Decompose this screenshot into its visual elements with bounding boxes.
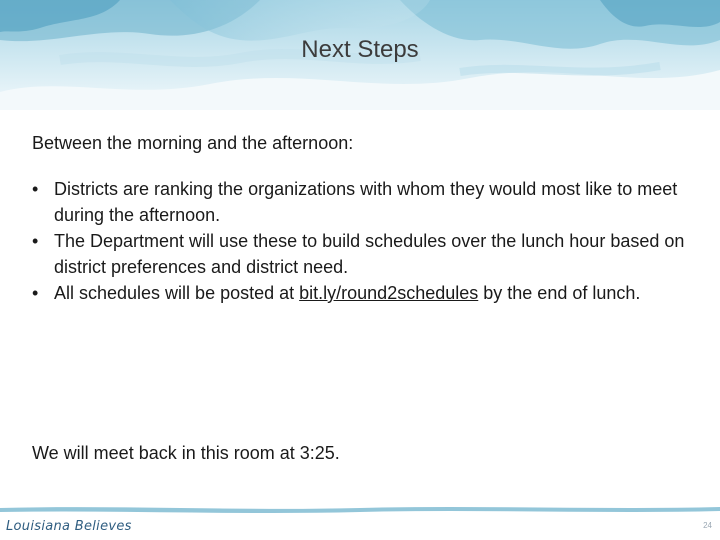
slide-title: Next Steps	[301, 36, 419, 63]
page-number: 24	[703, 521, 712, 530]
closing-text: We will meet back in this room at 3:25.	[32, 443, 340, 463]
bullet-marker: •	[32, 231, 39, 251]
intro-text: Between the morning and the afternoon:	[32, 133, 354, 153]
bullet-text-after-link: by the end of lunch.	[478, 283, 641, 303]
bullet-item-posting	[32, 280, 692, 306]
bullet-list	[32, 176, 692, 306]
bullet-marker: •	[32, 283, 39, 303]
footer-brush-stroke	[0, 502, 720, 516]
schedules-link[interactable]: bit.ly/round2schedules	[299, 283, 479, 303]
bullet-text: The Department will use these to build schedules over the lunch hour based on district preferences and district need.	[54, 231, 685, 277]
louisiana-believes-logo: Louisiana Believes	[6, 519, 132, 534]
bullet-marker: •	[32, 179, 39, 199]
slide-body	[32, 130, 692, 306]
bullet-text-before-link: All schedules will be posted at	[54, 283, 300, 303]
bullet-item-schedules	[32, 228, 692, 280]
bullet-text: Districts are ranking the organizations with whom they would most like to meet during the afternoon.	[54, 179, 678, 225]
bullet-item-ranking	[32, 176, 692, 228]
